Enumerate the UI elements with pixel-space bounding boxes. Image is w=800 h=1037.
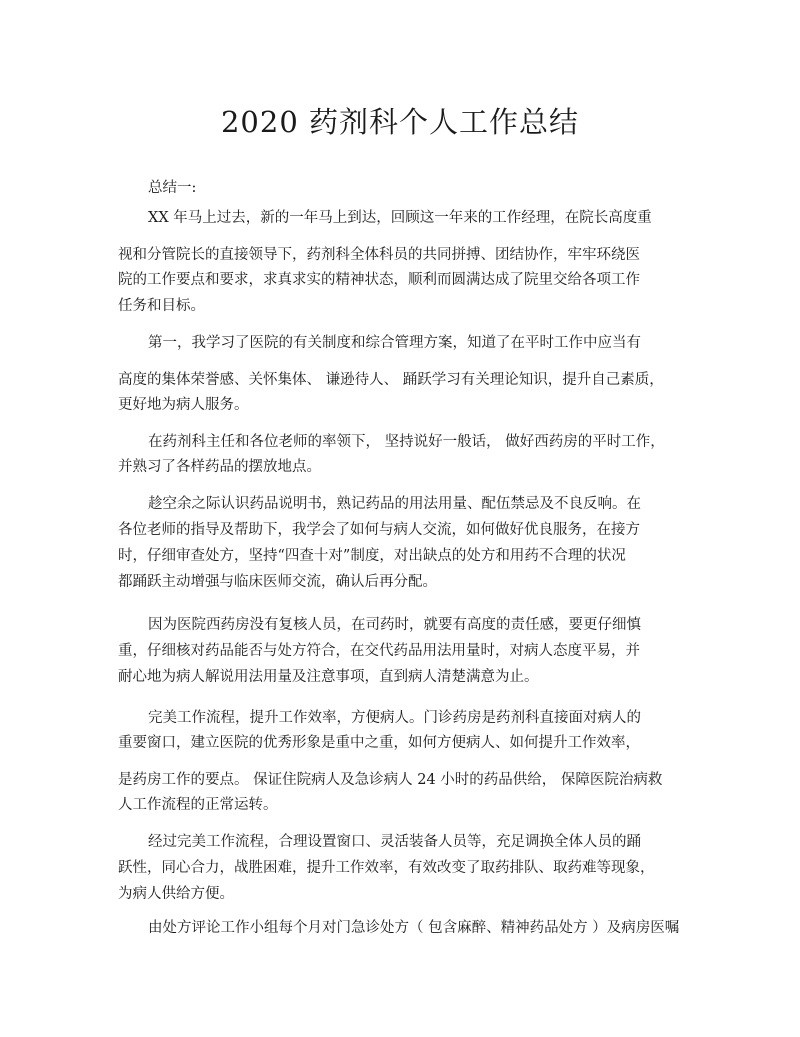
text-line: 时，仔细审查处方，坚持“四查十对”制度，对出缺点的处方和用药不合理的状况 — [118, 548, 626, 564]
text-line: 跃性，同心合力，战胜困难，提升工作效率，有效改变了取药排队、取药难等现象， — [118, 860, 655, 876]
text-line: 经过完美工作流程，合理设置窗口、灵活装备人员等，充足调换全体人员的踊 — [148, 834, 641, 850]
text-line: 高度的集体荣誉感、关怀集体、 谦逊待人、 踊跃学习有关理论知识，提升自己素质， — [118, 372, 664, 388]
text-line: 第一，我学习了医院的有关制度和综合管理方案，知道了在平时工作中应当有 — [148, 335, 641, 351]
text-line: 更好地为病人服务。 — [118, 397, 249, 413]
text-line: 任务和目标。 — [118, 298, 205, 314]
text-line: 趁空余之际认识药品说明书，熟记药品的用法用量、配伍禁忌及不良反响。在 — [148, 496, 641, 512]
text-line: 完美工作流程，提升工作效率，方便病人。门诊药房是药剂科直接面对病人的 — [148, 710, 641, 726]
text-line: 耐心地为病人解说用法用量及注意事项，直到病人清楚满意为止。 — [118, 669, 539, 685]
text-line: 总结一: — [148, 180, 197, 196]
text-line: 院的工作要点和要求，求真求实的精神状态，顺利而圆满达成了院里交给各项工作 — [118, 272, 640, 288]
text-line: 都踊跃主动增强与临床医师交流，确认后再分配。 — [118, 574, 437, 590]
text-line: 是药房工作的要点。 保证住院病人及急诊病人 24 小时的药品供给， 保障医院治病救 — [118, 772, 663, 788]
text-line: 视和分管院长的直接领导下，药剂科全体科员的共同拼搏、团结协作，牢牢环绕医 — [118, 247, 640, 263]
page-title: 2020 药剂科个人工作总结 — [220, 105, 580, 139]
text-line: 在药剂科主任和各位老师的率领下， 坚持说好一般话， 做好西药房的平时工作， — [148, 434, 665, 450]
text-line: 重要窗口，建立医院的优秀形象是重中之重，如何方便病人、如何提升工作效率， — [118, 735, 640, 751]
text-line: 为病人供给方便。 — [118, 886, 234, 902]
text-line: 人工作流程的正常运转。 — [118, 797, 278, 813]
text-line: 因为医院西药房没有复核人员，在司药时，就要有高度的责任感，要更仔细慎 — [148, 617, 641, 633]
text-line: 并熟习了各样药品的摆放地点。 — [118, 459, 321, 475]
text-line: XX 年马上过去，新的一年马上到达，回顾这一年来的工作经理，在院长高度重 — [148, 210, 652, 226]
text-line: 重，仔细核对药品能否与处方符合，在交代药品用法用量时，对病人态度平易，并 — [118, 643, 640, 659]
text-line: 各位老师的指导及帮助下，我学会了如何与病人交流，如何做好优良服务，在接方 — [118, 522, 640, 538]
text-line: 由处方评论工作小组每个月对门急诊处方（ 包含麻醉、精神药品处方 ）及病房医嘱 — [148, 920, 680, 936]
